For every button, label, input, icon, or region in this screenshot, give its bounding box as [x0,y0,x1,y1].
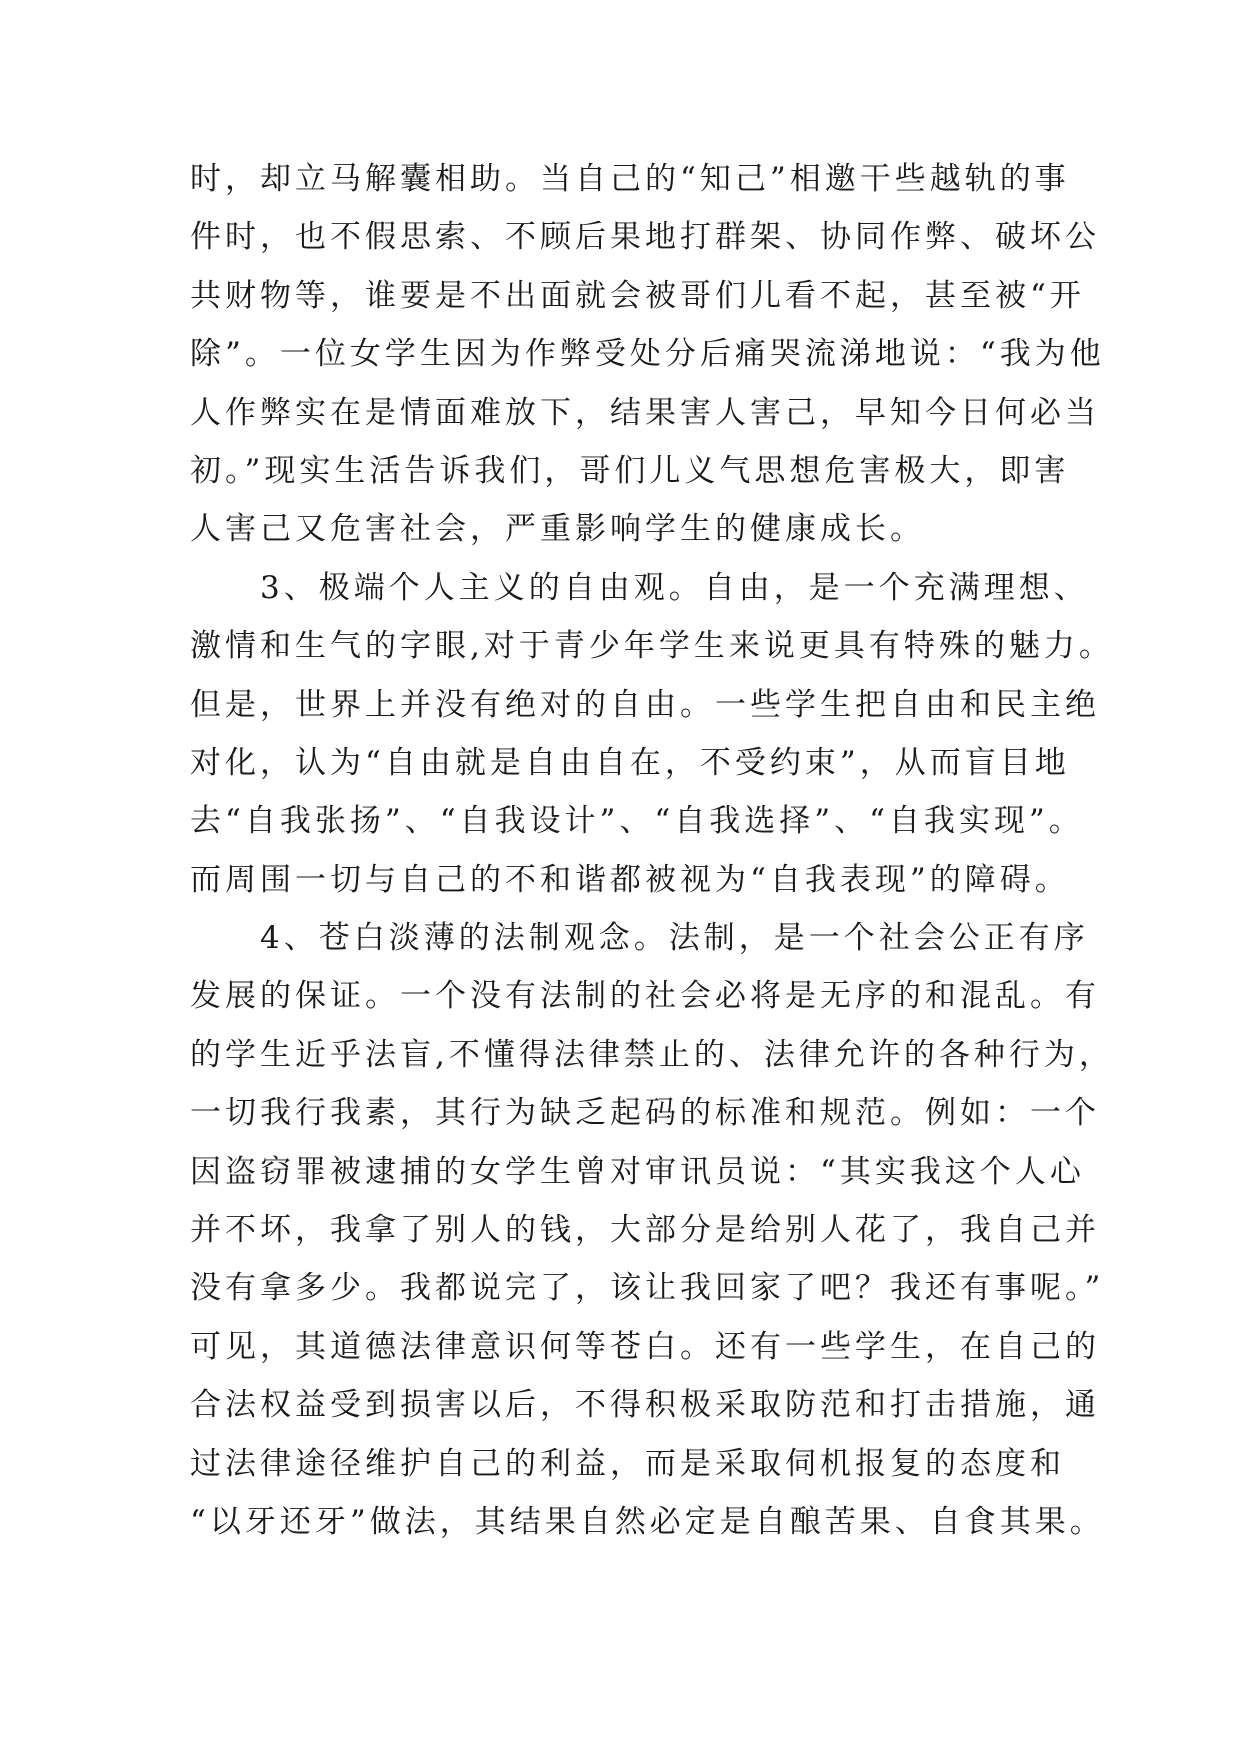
text-line: 件时，也不假思索、不顾后果地打群架、协同作弊、破坏公 [190,219,1100,256]
text-line: 除”。一位女学生因为作弊受处分后痛哭流涕地说：“我为他 [190,336,1105,373]
text-line: 人害己又危害社会，严重影响学生的健康成长。 [190,511,925,548]
text-line: 合法权益受到损害以后，不得积极采取防范和打击措施，通 [190,1387,1100,1424]
text-line: 对化，认为“自由就是自由自在，不受约束”，从而盲目地 [190,744,1070,781]
text-line: 4、苍白淡薄的法制观念。法制，是一个社会公正有序 [190,920,1089,957]
text-line: 可见，其道德法律意识何等苍白。还有一些学生，在自己的 [190,1328,1100,1365]
text-line: 初。”现实生活告诉我们，哥们儿义气思想危害极大，即害 [190,452,1070,489]
text-line: 因盗窃罪被逮捕的女学生曾对审讯员说：“其实我这个人心 [190,1153,1085,1190]
text-line: 3、极端个人主义的自由观。自由，是一个充满理想、 [190,569,1089,606]
text-line: 发展的保证。一个没有法制的社会必将是无序的和混乱。有 [190,978,1100,1015]
text-line: 人作弊实在是情面难放下，结果害人害己，早知今日何必当 [190,394,1100,431]
text-line: “以牙还牙”做法，其结果自然必定是自酿苦果、自食其果。 [190,1503,1105,1540]
text-line: 但是，世界上并没有绝对的自由。一些学生把自由和民主绝 [190,686,1100,723]
text-line: 激情和生气的字眼,对于青少年学生来说更具有特殊的魅力。 [190,628,1114,665]
text-line: 一切我行我素，其行为缺乏起码的标准和规范。例如：一个 [190,1095,1100,1132]
text-line: 去“自我张扬”、“自我设计”、“自我选择”、“自我实现”。 [190,803,1084,840]
text-line: 的学生近乎法盲,不懂得法律禁止的、法律允许的各种行为， [190,1036,1114,1073]
text-line: 并不坏，我拿了别人的钱，大部分是给别人花了，我自己并 [190,1212,1100,1249]
text-line: 时，却立马解囊相助。当自己的“知己”相邀干些越轨的事 [190,161,1070,197]
text-line: 共财物等，谁要是不出面就会被哥们儿看不起，甚至被“开 [190,277,1085,314]
text-line: 过法律途径维护自己的利益，而是采取伺机报复的态度和 [190,1445,1065,1482]
text-line: 没有拿多少。我都说完了，该让我回家了吧？我还有事呢。” [190,1270,1105,1307]
text-line: 而周围一切与自己的不和谐都被视为“自我表现”的障碍。 [190,861,1070,898]
body-text [190,150,1114,1551]
